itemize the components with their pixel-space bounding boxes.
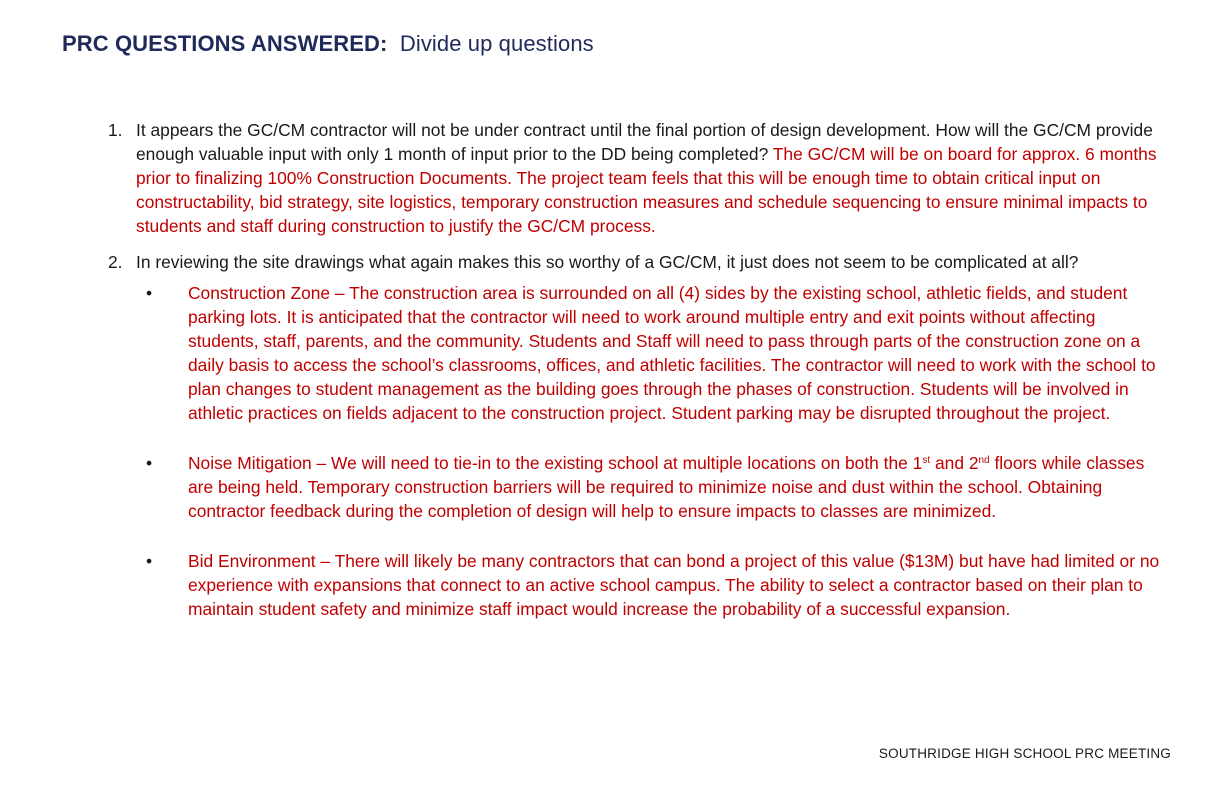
bullet-text-part: Noise Mitigation – We will need to tie-in to the existing school at multiple locations on both the 1	[188, 453, 923, 473]
bullet-text	[188, 453, 1144, 521]
ordinal-suffix: nd	[978, 455, 990, 466]
slide-title	[62, 31, 594, 57]
answer-bullet-bid-environment	[142, 549, 1168, 621]
bullet-dot: •	[146, 551, 153, 571]
bullet-dot: •	[146, 283, 153, 303]
bullet-text: Construction Zone – The construction area is surrounded on all (4) sides by the existing school, athletic fields, and student parking lots. It is anticipated that the contractor will need to work around multiple entry and exit points without affecting students, staff, parents, and the community. Students and Staff will need to pass through parts of the construction zone on a daily basis to access the school’s classrooms, offices, and athletic facilities. The contractor will need to work with the school to plan changes to student management as the building goes through the phases of construction. Students will be involved in athletic practices on fields adjacent to the construction project. Student parking may be disrupted throughout the project.	[188, 283, 1156, 423]
question-number: 2.	[108, 252, 123, 272]
bullet-text: Bid Environment – There will likely be many contractors that can bond a project of this value ($13M) but have had limited or no experience with expansions that connect to an active school campus. The ability to select a contractor based on their plan to maintain student safety and minimize staff impact would increase the probability of a successful expansion.	[188, 551, 1160, 619]
question-text: It appears the GC/CM contractor will not be under contract until the final portion of design development. How will the GC/CM provide enough valuable input with only 1 month of input prior to the DD being completed?	[136, 120, 1153, 164]
slide-title-subtitle: Divide up questions	[399, 31, 594, 56]
bullet-text-part: and 2	[930, 453, 979, 473]
bullet-dot: •	[146, 453, 153, 473]
answer-text: The GC/CM will be on board for approx. 6 months prior to finalizing 100% Construction Documents. The project team feels that this will be enough time to obtain critical input on constructability, bid strategy, site logistics, temporary construction measures and schedule sequencing to ensure minimal impacts to students and staff during construction to justify the GC/CM process.	[136, 144, 1157, 236]
bullet-text-part: floors while classes are being held. Temporary construction barriers will be required to minimize noise and dust within the school. Obtaining contractor feedback during the completion of design will help to ensure impacts to classes are minimized.	[188, 453, 1145, 521]
slide-title-bold: PRC QUESTIONS ANSWERED:	[62, 31, 388, 56]
ordinal-suffix: st	[922, 455, 931, 466]
answer-bullet-construction-zone	[142, 281, 1168, 425]
question-text: In reviewing the site drawings what again makes this so worthy of a GC/CM, it just does not seem to be complicated at all?	[136, 252, 1079, 272]
slide-footer: SOUTHRIDGE HIGH SCHOOL PRC MEETING	[878, 746, 1171, 761]
question-item-1	[108, 118, 1168, 238]
answer-bullet-list	[136, 281, 1168, 621]
question-list	[108, 118, 1168, 621]
answer-bullet-noise-mitigation	[142, 451, 1168, 523]
question-number: 1.	[108, 120, 123, 140]
question-item-2	[108, 250, 1168, 621]
